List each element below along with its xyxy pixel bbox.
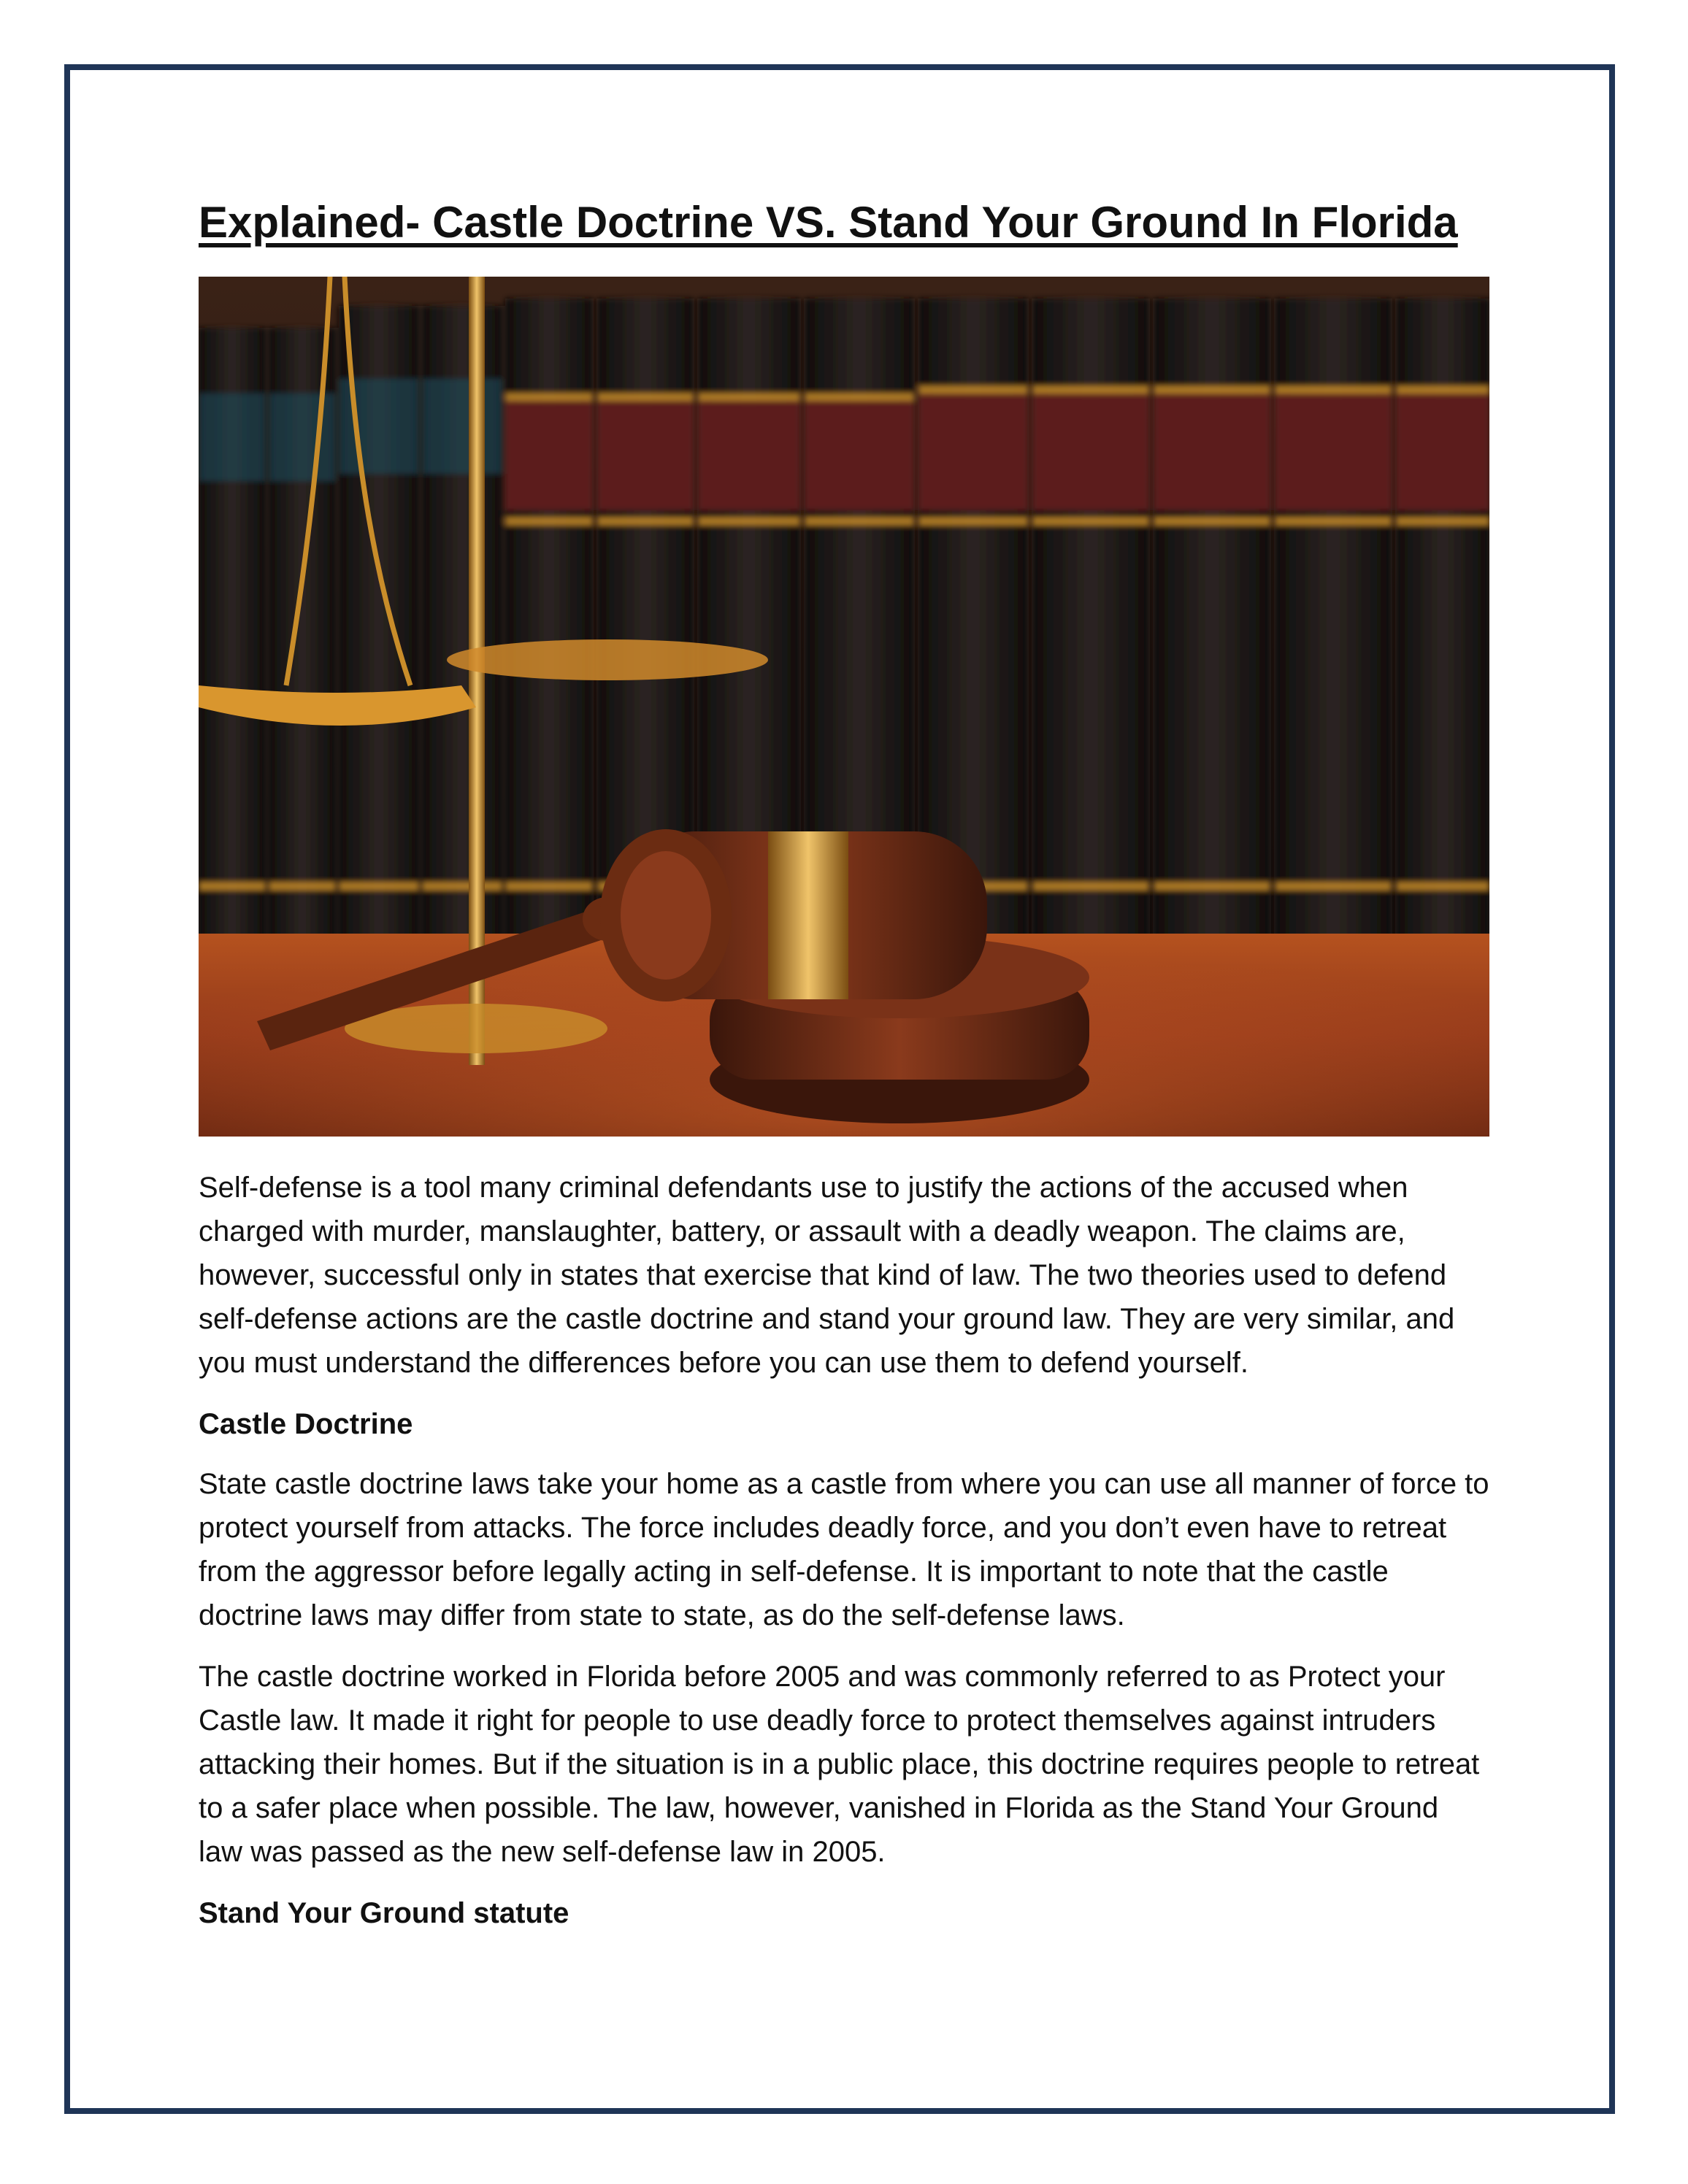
section-heading: Stand Your Ground statute [199, 1897, 569, 1929]
intro-paragraph: Self-defense is a tool many criminal defendants use to justify the actions of the accused when charged with murder, manslaughter, battery, or assault with a deadly weapon. The claims are, however, successful only in states that exercise that kind of law. The two theories used to defend self-defense actions are the castle doctrine and stand your ground law. They are very similar, and you must understand the differences before you can use them to defend yourself. [199, 1172, 1455, 1379]
section-heading: Castle Doctrine [199, 1408, 413, 1440]
article [199, 197, 1489, 1951]
section-paragraph: The castle doctrine worked in Florida before 2005 and was commonly referred to as Protect your Castle law. It made it right for people to use deadly force to protect themselves against intruders attacking their homes. But if the situation is in a public place, this doctrine requires people to retreat to a safer place when possible. The law, however, vanished in Florida as the Stand Your Ground law was passed as the new self-defense law in 2005. [199, 1661, 1480, 1868]
section-paragraph: State castle doctrine laws take your home as a castle from where you can use all manner of force to protect yourself from attacks. The force includes deadly force, and you don’t even have to retreat from the aggressor before legally acting in self-defense. It is important to note that the castle doctrine laws may differ from state to state, as do the self-defense laws. [199, 1468, 1489, 1631]
article-title: Explained- Castle Doctrine VS. Stand Your Ground In Florida [199, 198, 1458, 247]
hero-image [199, 277, 1489, 1137]
